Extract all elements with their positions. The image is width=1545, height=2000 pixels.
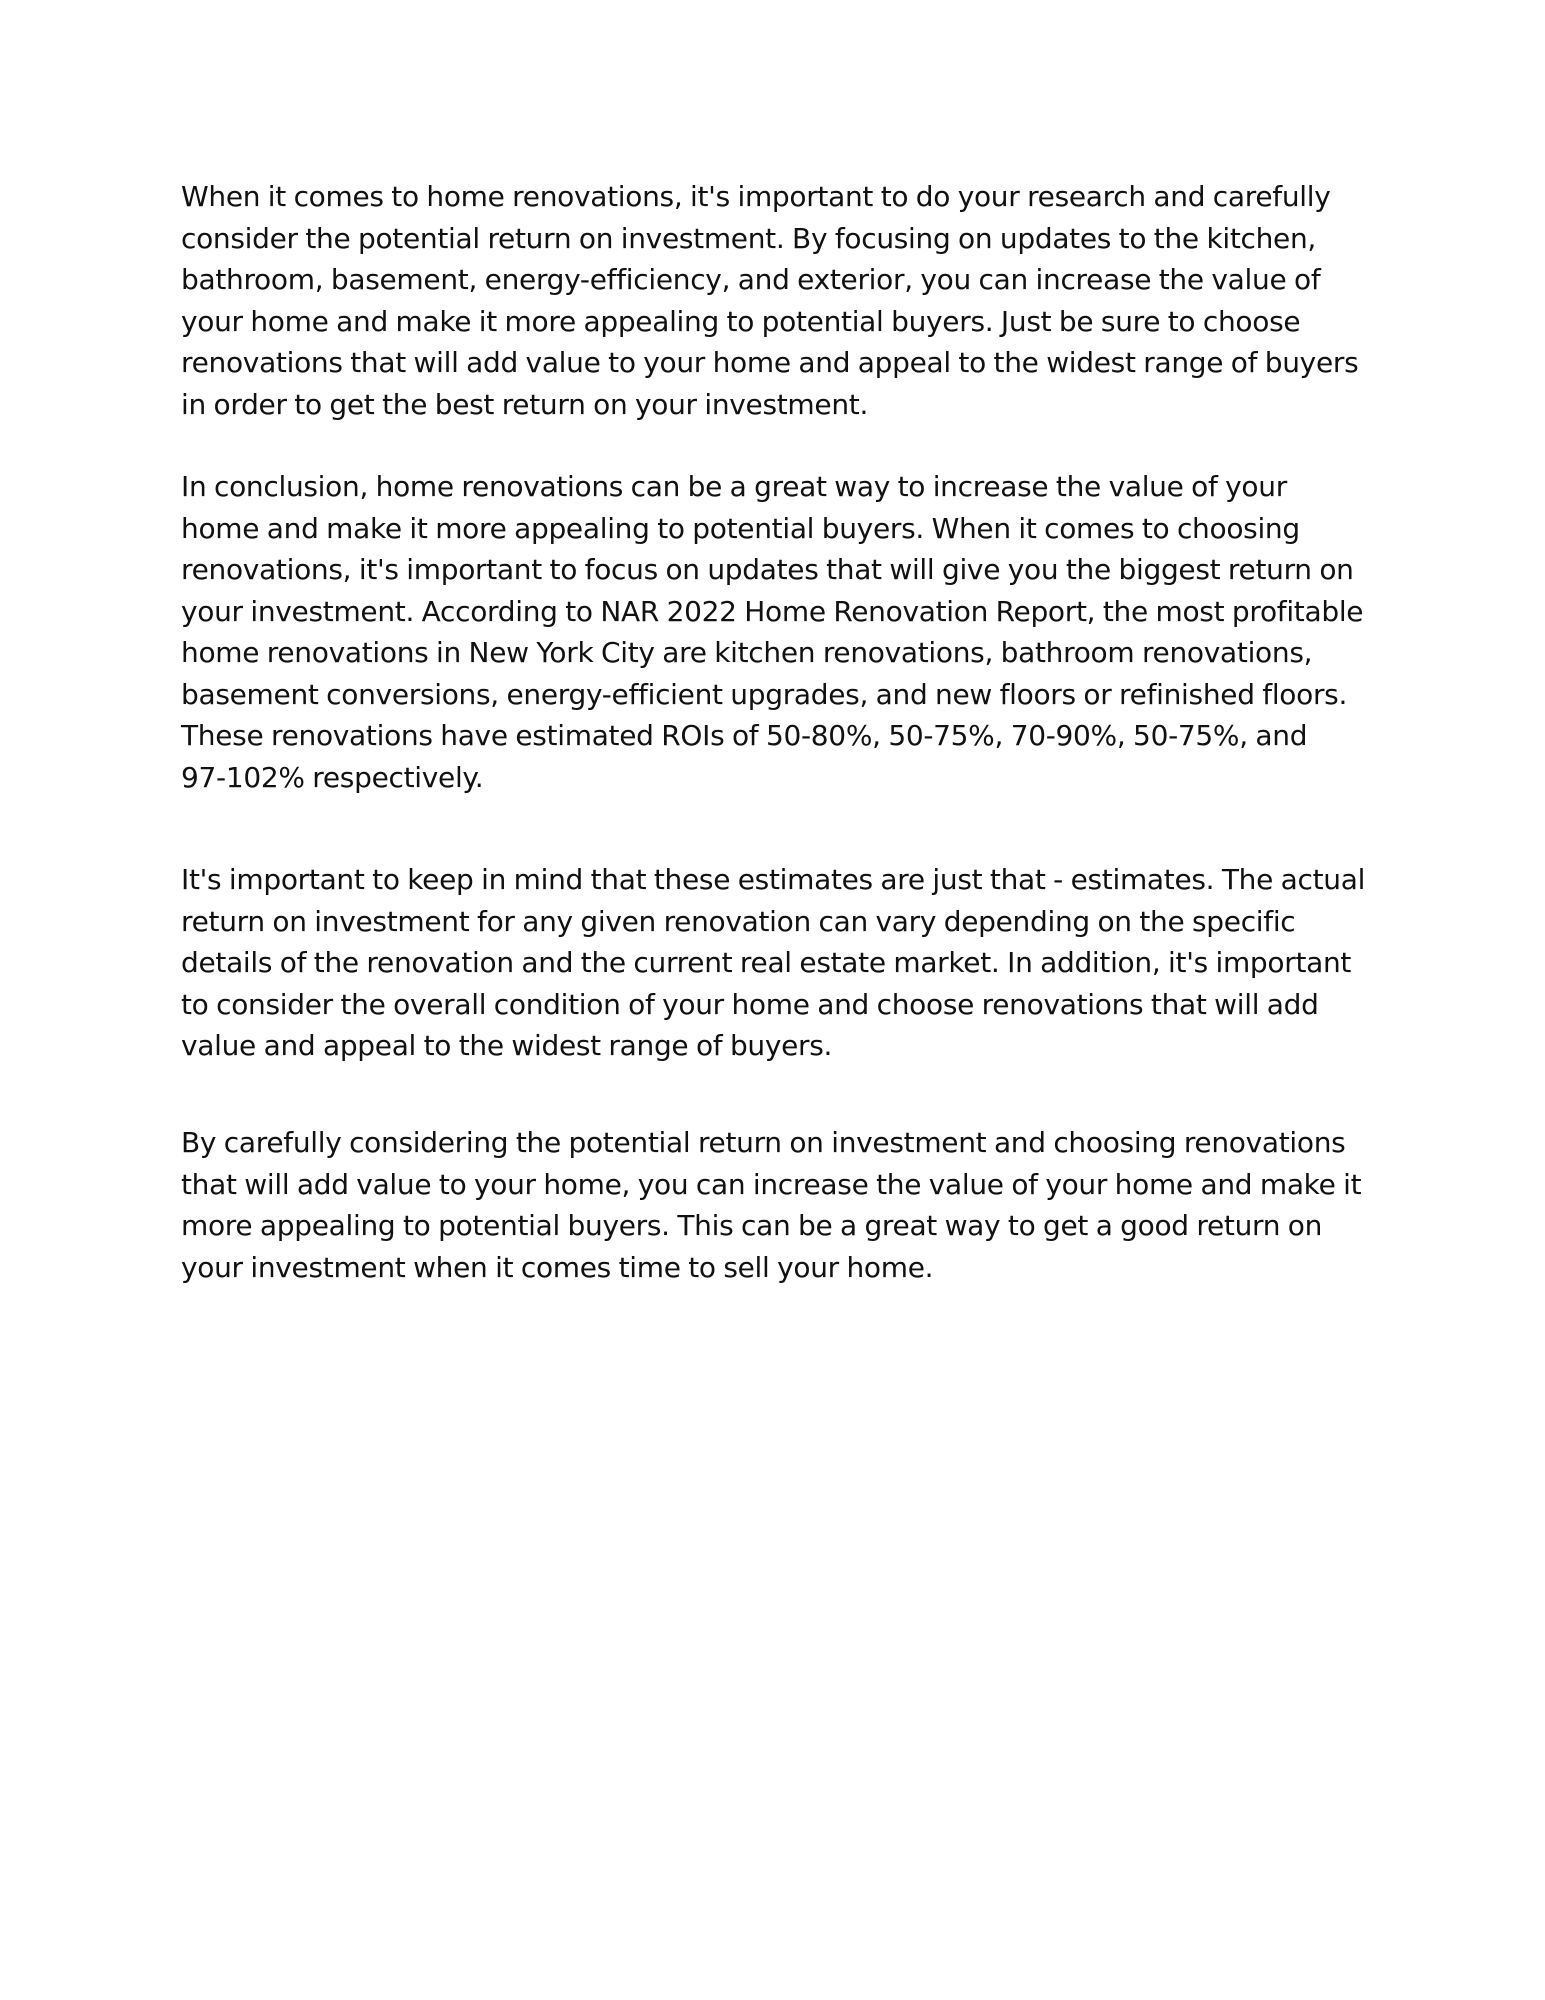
- paragraph-intro: When it comes to home renovations, it's important to do your research and carefully consider the potential return on investment. By focusing on updates to the kitchen, bathroom, basement, energy-efficiency, and exterior, you can increase the value of your home and make it more appealing to potential buyers. Just be sure to choose renovations that will add value to your home and appeal to the widest range of buyers in order to get the best return on your investment.: [181, 180, 1359, 421]
- paragraph-summary: By carefully considering the potential return on investment and choosing renovations that will add value to your home, you can increase the value of your home and make it more appealing to potential buyers. This can be a great way to get a good return on your investment when it comes time to sell your home.: [181, 1126, 1362, 1284]
- paragraph-estimates: It's important to keep in mind that these estimates are just that - estimates. The actual return on investment for any given renovation can vary depending on the specific details of the renovation and the current real estate market. In addition, it's important to consider the overall condition of your home and choose renovations that will add value and appeal to the widest range of buyers.: [181, 863, 1366, 1062]
- paragraph-conclusion: In conclusion, home renovations can be a great way to increase the value of your home and make it more appealing to potential buyers. When it comes to choosing renovations, it's important to focus on updates that will give you the biggest return on your investment. According to NAR 2022 Home Renovation Report, the most profitable home renovations in New York City are kitchen renovations, bathroom renovations, basement conversions, energy-efficient upgrades, and new floors or refinished floors. These renovations have estimated ROIs of 50-80%, 50-75%, 70-90%, 50-75%, and 97-102% respectively.: [181, 470, 1364, 794]
